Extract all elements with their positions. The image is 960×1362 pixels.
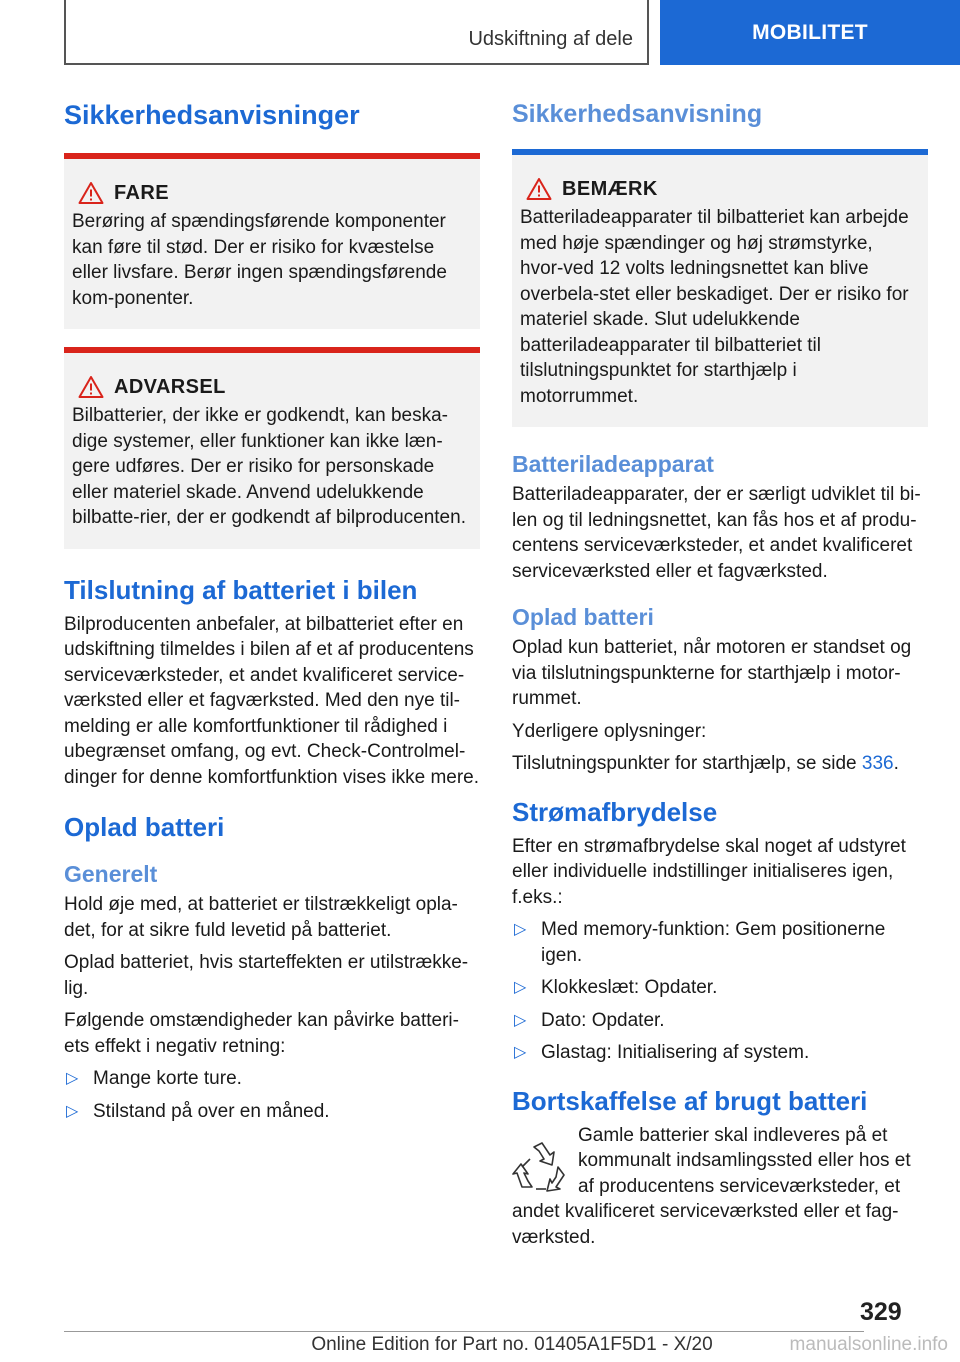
triangle-bullet-icon: ▷ <box>66 1102 79 1120</box>
triangle-bullet-icon: ▷ <box>514 1011 527 1029</box>
charger-subheading: Batteriladeapparat <box>512 451 714 477</box>
triangle-bullet-icon: ▷ <box>514 979 527 996</box>
more-info-text: Yderligere oplysninger: <box>512 720 707 742</box>
power-outage-list <box>512 917 928 1066</box>
warning-text: Bilbatterier, der ikke er godkendt, kan beska-dige systemer, eller funktioner kan ikke læn-gere udføres. Der er risiko for personskade eller materiel skade. Anvend udelukkende bilbatte-rier, der er godkendt af bilproducenten. <box>72 405 466 528</box>
conditions-list <box>64 1066 480 1124</box>
list-item: ▷ Glastag: Initialisering af system. <box>512 1040 928 1066</box>
triangle-bullet-icon: ▷ <box>514 1044 527 1061</box>
header-chapter-tab[interactable]: MOBILITET <box>660 0 960 65</box>
list-item: ▷ Med memory-funktion: Gem positionerne igen. <box>512 917 928 968</box>
right-column <box>512 100 928 1257</box>
watermark: manualsonline.info <box>789 1334 948 1355</box>
general-subheading: Generelt <box>64 861 158 887</box>
danger-text: Berøring af spændingsførende komponenter kan føre til stød. Der er risiko for kvæstelse eller livsfare. Berør ingen spændingsførende kom-ponenter. <box>72 211 447 309</box>
general-text-1: Hold øje med, at batteriet er tilstrækkeligt opla-det, for at sikre fuld levetid på batteriet. <box>64 894 458 941</box>
general-text-3: Følgende omstændigheder kan påvirke batteri-ets effekt i negativ retning: <box>64 1010 459 1057</box>
note-title: BEMÆRK <box>562 177 658 200</box>
safety-note-heading: Sikkerhedsanvisning <box>512 100 763 128</box>
triangle-bullet-icon: ▷ <box>514 921 527 938</box>
list-item: ▷ Klokkeslæt: Opdater. <box>512 975 928 1001</box>
general-text-2: Oplad batteriet, hvis starteffekten er utilstrække-lig. <box>64 952 469 999</box>
reference-text: Tilslutningspunkter for starthjælp, se side 336. <box>512 753 899 774</box>
charge-text: Oplad kun batteriet, når motoren er standset og via tilslutningspunkterne for starthjælp i motor-rummet. <box>512 637 912 709</box>
note-text: Batteriladeapparater til bilbatteriet kan arbejde med høje spændinger og høj strømstyrke, hvor-ved 12 volts ledningsnettet kan blive overbela-stet eller beskadiget. Der er risiko for materiel skade. Slut udelukkende batteriladeapparater til bilbatteriet til tilslutningspunktet for starthjælp i motorrummet. <box>520 207 909 407</box>
charge-battery-heading: Oplad batteri <box>64 812 225 842</box>
triangle-bullet-icon: ▷ <box>66 1070 79 1087</box>
danger-title: FARE <box>114 181 169 204</box>
left-column <box>64 100 480 1131</box>
recycle-icon <box>512 1137 570 1195</box>
power-outage-text: Efter en strømafbrydelse skal noget af udstyret eller individuelle indstillinger initialiseres igen, f.eks.: <box>512 835 906 908</box>
connect-battery-heading: Tilslutning af batteriet i bilen <box>64 574 418 605</box>
warning-triangle-icon <box>526 177 552 201</box>
page-number: 329 <box>860 1298 902 1326</box>
list-item: ▷ Dato: Opdater. <box>512 1008 928 1034</box>
page-reference-link[interactable]: 336 <box>861 753 894 774</box>
warning-box <box>64 347 480 549</box>
disposal-block <box>512 1123 928 1200</box>
warning-triangle-icon <box>78 181 104 205</box>
charger-text: Batteriladeapparater, der er særligt udviklet til bi-len og til ledningsnettet, kan fås hos et af produ-centens serviceværksteder, et andet kvalificeret serviceværksted eller et fagværksted. <box>512 484 921 582</box>
header-section-title: Udskiftning af dele <box>468 28 633 50</box>
footer-edition: Online Edition for Part no. 01405A1F5D1 - X/20 <box>311 1334 713 1355</box>
warning-title: ADVARSEL <box>114 375 226 398</box>
disposal-heading: Bortskaffelse af brugt batteri <box>512 1085 868 1116</box>
note-box <box>512 149 928 427</box>
safety-heading: Sikkerhedsanvisninger <box>64 100 360 130</box>
list-item: ▷ Stilstand på over en måned. <box>64 1099 480 1125</box>
charge-subheading: Oplad batteri <box>512 604 654 630</box>
footer-divider <box>64 1331 864 1332</box>
connect-battery-text: Bilproducenten anbefaler, at bilbatteriet efter en udskiftning tilmeldes i bilen af et af producentens serviceværksteder, et andet kvalificeret service-værksted eller et fagværksted. Med den nye til-melding er alle komfortfunktioner til rådighed i ubegrænset omfang, og evt. Check-Controlmel-dinger for denne komfortfunktion vises ikke mere. <box>64 613 480 788</box>
disposal-text-b: andet kvalificeret serviceværksted eller et fag-værksted. <box>512 1201 899 1248</box>
warning-triangle-icon <box>78 375 104 399</box>
power-outage-heading: Strømafbrydelse <box>512 796 718 827</box>
disposal-text-a: Gamle batterier skal indleveres på et kommunalt indsamlingssted eller hos et af producentens serviceværksteder, et <box>578 1124 911 1197</box>
danger-box <box>64 153 480 329</box>
list-item: ▷ Mange korte ture. <box>64 1066 480 1092</box>
header-frame <box>64 0 649 65</box>
